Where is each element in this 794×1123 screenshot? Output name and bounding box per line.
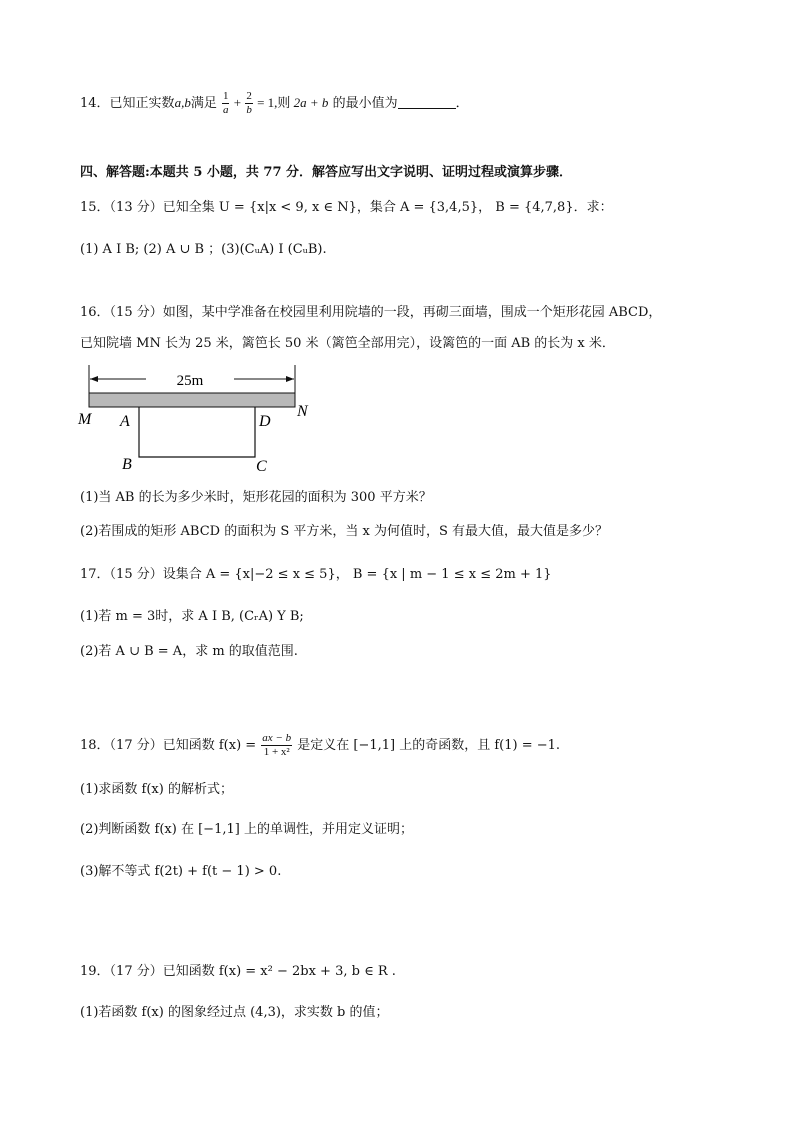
label-D: D — [259, 413, 271, 430]
question-17-sub1: (1)若 m = 3时，求 A I B, (CᵣA) Y B; — [80, 609, 304, 624]
label-N: N — [297, 403, 308, 420]
label-A: A — [120, 413, 130, 430]
question-15-line1: 15．（13 分）已知全集 U = {x|x < 9, x ∈ N}，集合 A = {3,4,5}， B = {4,7,8}．求： — [80, 200, 613, 215]
garden-fence — [139, 407, 255, 457]
question-15-line2: (1) A I B; (2) A ∪ B ；(3)(CᵤA) I (CᵤB). — [80, 242, 327, 257]
q14-expression: 2a + b — [293, 95, 329, 110]
question-18-sub1: (1)求函数 f(x) 的解析式； — [80, 782, 233, 797]
courtyard-wall — [89, 393, 295, 407]
q14-number: 14． — [80, 96, 110, 111]
question-17-line1: 17．（15 分）设集合 A = {x|−2 ≤ x ≤ 5}， B = {x | m − 1 ≤ x ≤ 2m + 1} — [80, 567, 552, 582]
q14-text: 已知正实数 — [109, 96, 175, 111]
question-19-sub1: (1)若函数 f(x) 的图象经过点 (4,3)，求实数 b 的值； — [80, 1005, 389, 1020]
question-18-sub2: (2)判断函数 f(x) 在 [−1,1] 上的单调性，并用定义证明； — [80, 822, 413, 837]
q14-fraction-1: $\frac{1}{a}$ — [222, 90, 229, 116]
answer-blank — [398, 96, 456, 109]
garden-figure — [74, 362, 314, 474]
arrowhead-left — [90, 376, 98, 382]
label-B: B — [122, 456, 132, 473]
question-18-sub3: (3)解不等式 f(2t) + f(t − 1) > 0. — [80, 864, 282, 879]
dim-label: 25m — [176, 373, 204, 389]
question-16-line1: 16．（15 分）如图，某中学准备在校园里利用院墙的一段，再砌三面墙，围成一个矩形花园 ABCD， — [80, 305, 662, 320]
arrowhead-right — [286, 376, 294, 382]
question-16-line2: 已知院墙 MN 长为 25 米，篱笆长 50 米（篱笆全部用完），设篱笆的一面 AB 的长为 x 米． — [80, 336, 615, 351]
q14-vars: a,b — [174, 95, 191, 110]
question-16-sub2: (2)若围成的矩形 ABCD 的面积为 S 平方米，当 x 为何值时，S 有最大值，最大值是多少？ — [80, 524, 609, 539]
q18-fraction: $\frac{ax - b}{\text{1 + x²}}$ — [262, 732, 292, 758]
question-14: 14．已知正实数a,b满足 $\frac{1}{a}$ + $\frac{2}{b}$ = 1,则 2a + b 的最小值为 ． — [80, 90, 469, 116]
question-17-sub2: (2)若 A ∪ B = A，求 m 的取值范围. — [80, 644, 298, 659]
label-M: M — [78, 411, 92, 428]
question-16-sub1: (1)当 AB 的长为多少米时，矩形花园的面积为 300 平方米？ — [80, 490, 432, 505]
q14-fraction-2: $\frac{2}{b}$ — [246, 90, 252, 116]
question-19-line1: 19．（17 分）已知函数 f(x) = x² − 2bx + 3, b ∈ R . — [80, 964, 396, 979]
label-C: C — [256, 458, 267, 474]
question-18-line1: 18．（17 分）已知函数 f(x) = $\frac{ax - b}{\text{1 + x²}}$ 是定义在 [−1,1] 上的奇函数，且 f(1) = −1. — [80, 732, 561, 758]
section-heading: 四、解答题:本题共 5 小题，共 77 分．解答应写出文字说明、证明过程或演算步骤． — [80, 165, 573, 180]
q14-cond: 满足 — [190, 96, 217, 111]
